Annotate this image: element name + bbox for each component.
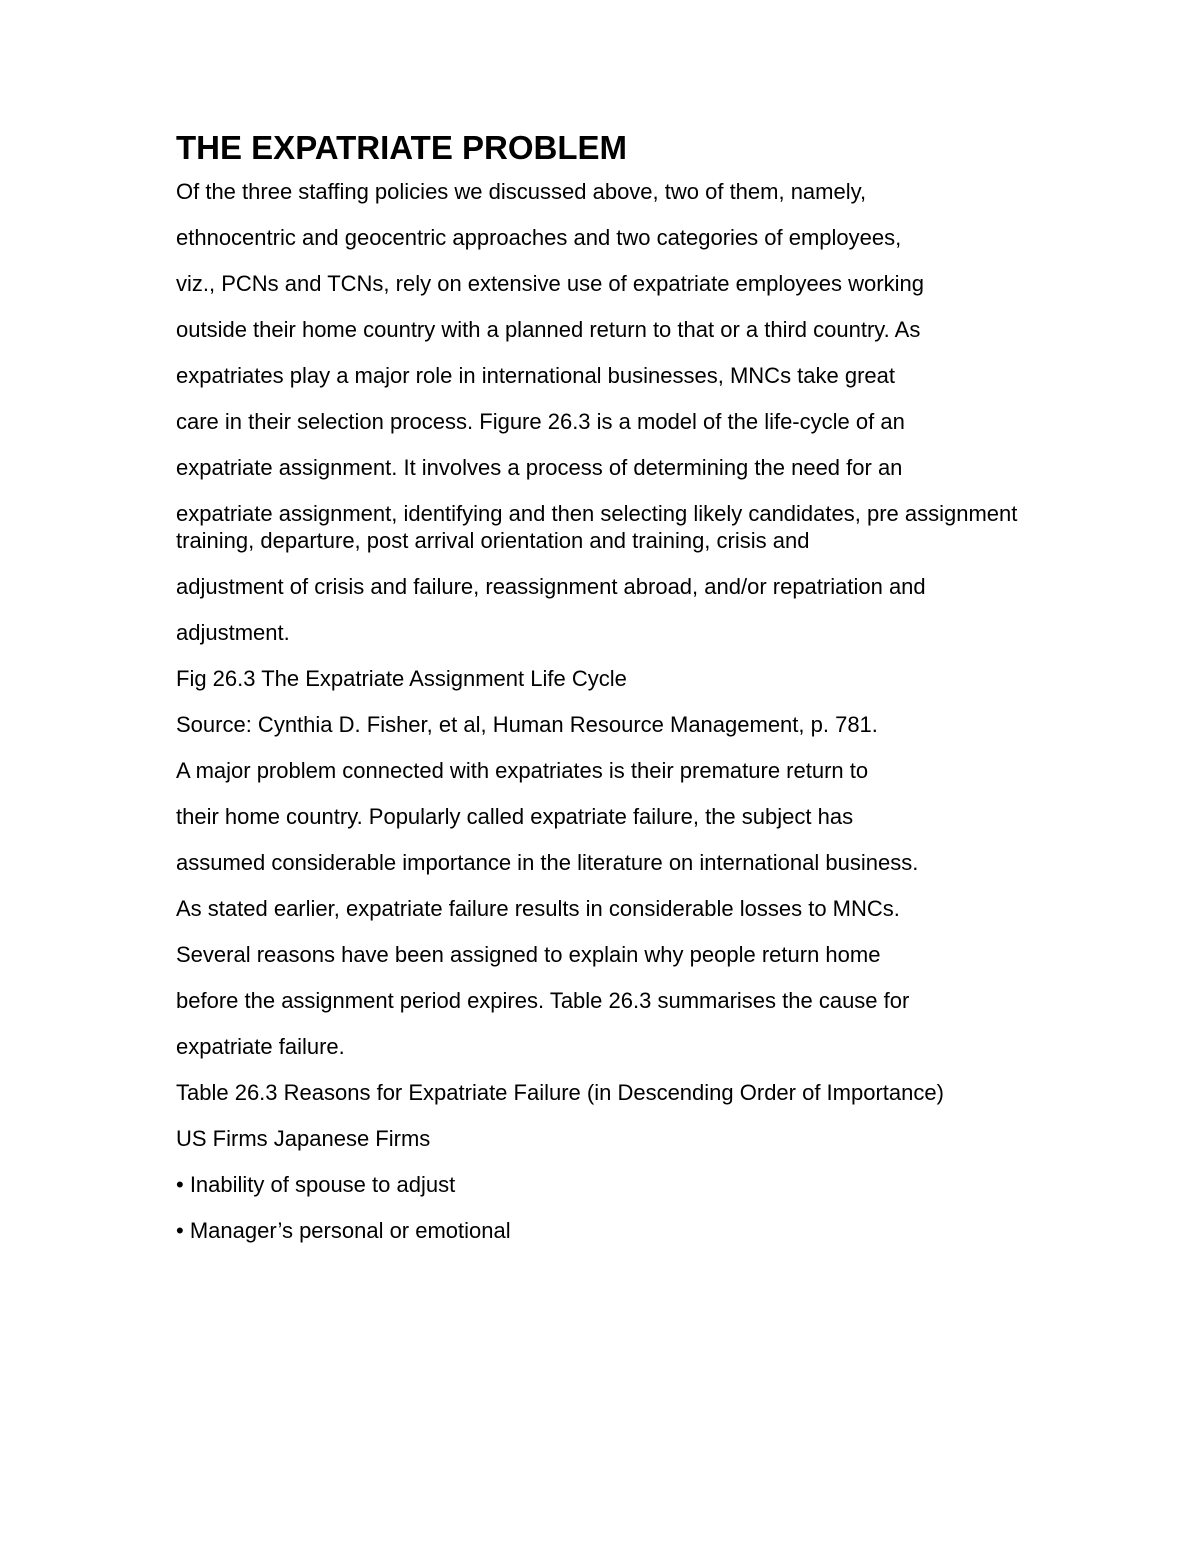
paragraph-line: adjustment. <box>176 620 290 645</box>
bullet-item: • Inability of spouse to adjust <box>176 1172 456 1197</box>
paragraph-line: Several reasons have been assigned to explain why people return home <box>176 942 881 967</box>
table-column-headers: US Firms Japanese Firms <box>176 1126 431 1151</box>
paragraph-line: A major problem connected with expatriates is their premature return to <box>176 758 869 783</box>
paragraph-line: assumed considerable importance in the literature on international business. <box>176 850 919 875</box>
document-body <box>176 128 1036 1263</box>
paragraph-line: outside their home country with a planned return to that or a third country. As <box>176 317 921 342</box>
paragraph-line: viz., PCNs and TCNs, rely on extensive use of expatriate employees working <box>176 271 924 296</box>
paragraph-line: ethnocentric and geocentric approaches and two categories of employees, <box>176 225 902 250</box>
paragraph-line: their home country. Popularly called expatriate failure, the subject has <box>176 804 854 829</box>
paragraph-line: As stated earlier, expatriate failure results in considerable losses to MNCs. <box>176 896 900 921</box>
paragraph-line: adjustment of crisis and failure, reassignment abroad, and/or repatriation and <box>176 574 926 599</box>
figure-caption: Fig 26.3 The Expatriate Assignment Life Cycle <box>176 666 627 691</box>
paragraph-line: before the assignment period expires. Table 26.3 summarises the cause for <box>176 988 910 1013</box>
bullet-item: • Manager’s personal or emotional <box>176 1218 511 1243</box>
paragraph-line: care in their selection process. Figure 26.3 is a model of the life-cycle of an <box>176 409 905 434</box>
paragraph-line: expatriate failure. <box>176 1034 345 1059</box>
source-citation: Source: Cynthia D. Fisher, et al, Human Resource Management, p. 781. <box>176 712 878 737</box>
paragraph-line: expatriate assignment. It involves a process of determining the need for an <box>176 455 903 480</box>
table-caption: Table 26.3 Reasons for Expatriate Failure (in Descending Order of Importance) <box>176 1080 944 1105</box>
document-title: THE EXPATRIATE PROBLEM <box>176 129 628 166</box>
paragraph-line: expatriate assignment, identifying and then selecting likely candidates, pre assignment training, departure, post arrival orientation and training, crisis and <box>176 501 1018 553</box>
paragraph-line: Of the three staffing policies we discussed above, two of them, namely, <box>176 179 867 204</box>
paragraph-line: expatriates play a major role in international businesses, MNCs take great <box>176 363 896 388</box>
